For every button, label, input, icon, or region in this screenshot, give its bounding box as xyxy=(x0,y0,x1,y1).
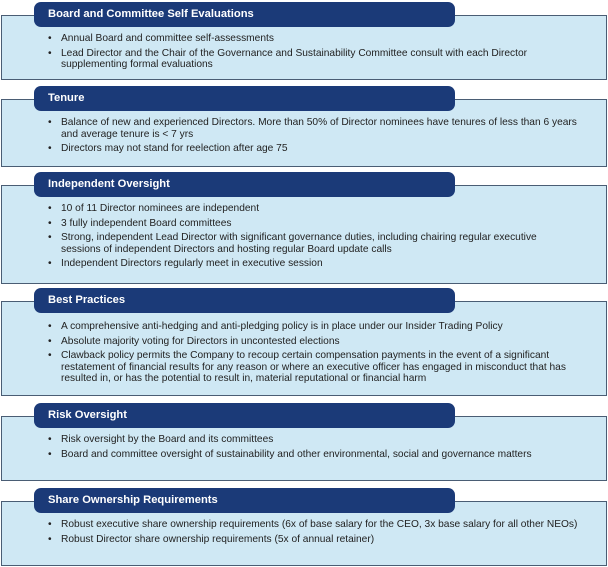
list-item: • Lead Director and the Chair of the Governance and Sustainability Committee consult with each Director supplementing formal evaluations xyxy=(48,47,528,70)
bullet-icon: • xyxy=(48,33,52,44)
list-item: • 10 of 11 Director nominees are independent xyxy=(48,203,260,214)
bullet-list xyxy=(0,434,608,463)
bullet-icon: • xyxy=(48,258,52,269)
section-title: Tenure xyxy=(34,86,455,111)
list-item: • Clawback policy permits the Company to recoup certain compensation payments in the event of a significant restatement of financial results for any reason or where an executive officer has engaged in misconduct that has resulted in, or has the potential to result in, material reputational or financial harm xyxy=(48,350,566,384)
section-tenure xyxy=(0,86,608,168)
section-share-ownership-requirements xyxy=(0,488,608,567)
bullet-icon: • xyxy=(48,117,52,128)
bullet-list xyxy=(0,203,608,273)
section-title: Share Ownership Requirements xyxy=(34,488,455,513)
bullet-list xyxy=(0,519,608,548)
list-item: • Strong, independent Lead Director with significant governance duties, including chairing regular executive sessions of independent Directors and hosting regular Board update calls xyxy=(48,232,537,255)
bullet-icon: • xyxy=(48,143,52,154)
bullet-icon: • xyxy=(48,232,52,243)
section-risk-oversight xyxy=(0,403,608,483)
section-independent-oversight xyxy=(0,172,608,286)
bullet-list xyxy=(0,321,608,388)
bullet-icon: • xyxy=(48,350,52,361)
section-title: Independent Oversight xyxy=(34,172,455,197)
bullet-icon: • xyxy=(48,519,52,530)
list-item: • Annual Board and committee self-assessments xyxy=(48,33,274,44)
list-item: • A comprehensive anti-hedging and anti-pledging policy is in place under our Insider Trading Policy xyxy=(48,321,503,332)
list-item: • Directors may not stand for reelection after age 75 xyxy=(48,143,288,154)
bullet-icon: • xyxy=(48,321,52,332)
bullet-icon: • xyxy=(48,434,52,445)
bullet-icon: • xyxy=(48,533,52,545)
list-item: • Robust Director share ownership requirements (5x of annual retainer) xyxy=(48,533,375,545)
bullet-list xyxy=(0,33,608,74)
section-title: Board and Committee Self Evaluations xyxy=(34,2,455,27)
list-item: • Independent Directors regularly meet in executive session xyxy=(48,258,323,269)
section-title: Risk Oversight xyxy=(34,403,455,428)
list-item: • Board and committee oversight of sustainability and other environmental, social and governance matters xyxy=(48,448,532,460)
bullet-list xyxy=(0,117,608,158)
list-item: • Robust executive share ownership requirements (6x of base salary for the CEO, 3x base salary for all other NEOs) xyxy=(48,519,578,530)
section-title: Best Practices xyxy=(34,288,455,313)
bullet-icon: • xyxy=(48,47,52,59)
bullet-icon: • xyxy=(48,448,52,460)
list-item: • Balance of new and experienced Directors. More than 50% of Director nominees have tenures of less than 6 years and average tenure is < 7 yrs xyxy=(48,117,577,140)
section-board-committee-self-evaluations xyxy=(0,0,608,82)
section-best-practices xyxy=(0,288,608,398)
list-item: • Risk oversight by the Board and its committees xyxy=(48,434,274,445)
bullet-icon: • xyxy=(48,217,52,229)
list-item: • 3 fully independent Board committees xyxy=(48,217,232,229)
list-item: • Absolute majority voting for Directors in uncontested elections xyxy=(48,335,340,347)
bullet-icon: • xyxy=(48,203,52,214)
bullet-icon: • xyxy=(48,335,52,347)
